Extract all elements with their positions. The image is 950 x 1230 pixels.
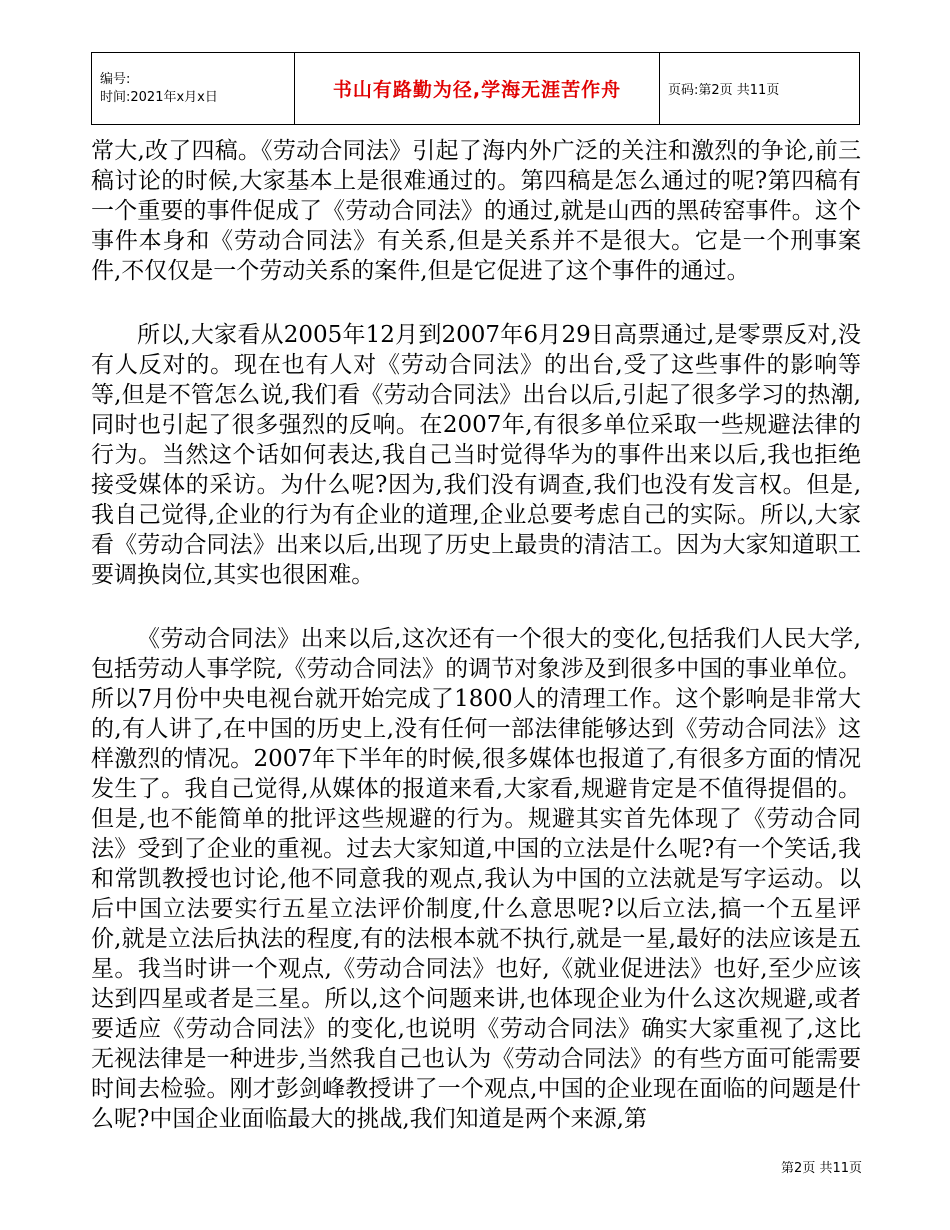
document-time-label: 时间:2021年x月x日 <box>100 89 218 105</box>
page-footer-number: 第2页 共11页 <box>781 1161 862 1176</box>
document-number-label: 编号: <box>100 71 131 87</box>
page-header <box>91 52 860 125</box>
header-motto: 书山有路勤为径,学海无涯苦作舟 <box>295 53 660 125</box>
body-paragraph: 常大,改了四稿。《劳动合同法》引起了海内外广泛的关注和激烈的争论,前三稿讨论的时候,大家基本上是很难通过的。第四稿是怎么通过的呢?第四稿有一个重要的事件促成了《劳动合同法》的通过,就是山西的黑砖窑事件。这个事件本身和《劳动合同法》有关系,但是关系并不是很大。它是一个刑事案件,不仅仅是一个劳动关系的案件,但是它促进了这个事件的通过。 <box>91 138 861 284</box>
document-body <box>91 136 861 1168</box>
body-paragraph: 所以,大家看从2005年12月到2007年6月29日高票通过,是零票反对,没有人反对的。现在也有人对《劳动合同法》的出台,受了这些事件的影响等等,但是不管怎么说,我们看《劳动合同法》出台以后,引起了很多学习的热潮,同时也引起了很多强烈的反响。在2007年,有很多单位采取一些规避法律的行为。当然这个话如何表达,我自己当时觉得华为的事件出来以后,我也拒绝接受媒体的采访。为什么呢?因为,我们没有调查,我们也没有发言权。但是,我自己觉得,企业的行为有企业的道理,企业总要考虑自己的实际。所以,大家看《劳动合同法》出来以后,出现了历史上最贵的清洁工。因为大家知道职工要调换岗位,其实也很困难。 <box>91 322 861 588</box>
header-page-number: 页码:第2页 共11页 <box>660 53 860 125</box>
header-meta-cell <box>92 53 295 125</box>
body-paragraph: 《劳动合同法》出来以后,这次还有一个很大的变化,包括我们人民大学,包括劳动人事学院,《劳动合同法》的调节对象涉及到很多中国的事业单位。所以7月份中央电视台就开始完成了1800人的清理工作。这个影响是非常大的,有人讲了,在中国的历史上,没有任何一部法律能够达到《劳动合同法》这样激烈的情况。2007年下半年的时候,很多媒体也报道了,有很多方面的情况发生了。我自己觉得,从媒体的报道来看,大家看,规避肯定是不值得提倡的。但是,也不能简单的批评这些规避的行为。规避其实首先体现了《劳动合同法》受到了企业的重视。过去大家知道,中国的立法是什么呢?有一个笑话,我和常凯教授也讨论,他不同意我的观点,我认为中国的立法就是写字运动。以后中国立法要实行五星立法评价制度,什么意思呢?以后立法,搞一个五星评价,就是立法后执法的程度,有的法根本就不执行,就是一星,最好的法应该是五星。我当时讲一个观点,《劳动合同法》也好,《就业促进法》也好,至少应该达到四星或者是三星。所以,这个问题来讲,也体现企业为什么这次规避,或者要适应《劳动合同法》的变化,也说明《劳动合同法》确实大家重视了,这比无视法律是一种进步,当然我自己也认为《劳动合同法》的有些方面可能需要时间去检验。刚才彭剑峰教授讲了一个观点,中国的企业现在面临的问题是什么呢?中国企业面临最大的挑战,我们知道是两个来源,第 <box>91 626 861 1132</box>
